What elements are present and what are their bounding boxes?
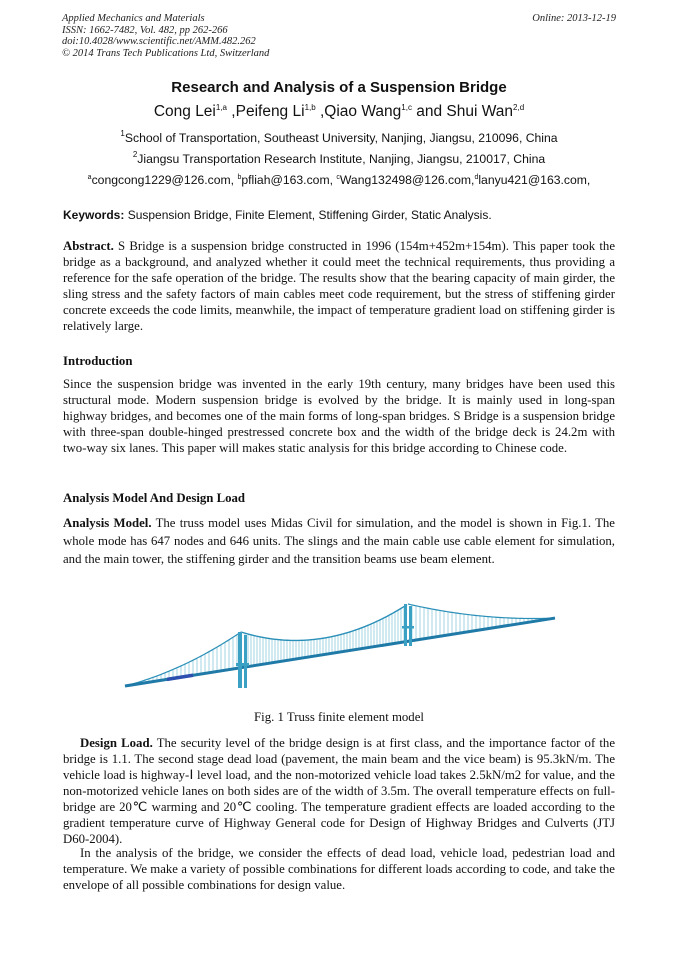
tower-crossbeam	[236, 663, 249, 666]
author-name: Cong Lei	[153, 103, 216, 120]
email-link[interactable]: lanyu421@163.com,	[478, 173, 591, 187]
tower-crossbeam	[402, 626, 414, 629]
design-load-paragraph	[63, 735, 615, 847]
load-combination-text: In the analysis of the bridge, we consider the effects of dead load, vehicle load, pedestrian load and temperature. We make a variety of possible combinations for different loads according to code, and take the envelope of all possible combinations for design value.	[63, 846, 615, 892]
load-combination-paragraph	[63, 845, 615, 893]
main-cable	[241, 605, 407, 641]
doi-line[interactable]: doi:10.4028/www.scientific.net/AMM.482.262	[62, 36, 256, 47]
author-name: ,Peifeng Li	[227, 103, 305, 120]
journal-header	[62, 13, 616, 59]
analysis-model-label: Analysis Model.	[63, 516, 152, 530]
author-list	[0, 103, 678, 121]
tower-leg	[404, 604, 407, 646]
paper-title: Research and Analysis of a Suspension Bridge	[171, 79, 507, 96]
introduction-text: Since the suspension bridge was invented in the early 19th century, many bridges have been used this structural mode. Modern suspension bridge is evolved by the bridge. It is mainly used in long-span highway bridges, and becomes one of the main forms of long-span bridges. S Bridge is a suspension bridge with three-span double-hinged prestressed concrete box and the width of the bridge deck is 24.2m with two-way six lanes. This paper will makes static analysis for this bridge according to Chinese code.	[63, 377, 615, 455]
affiliation-sup: 2	[132, 150, 138, 159]
email-sup: d	[474, 174, 479, 181]
affiliation-1	[0, 131, 678, 145]
author-sup: 1,a	[215, 103, 227, 112]
author-sup: 1,b	[304, 103, 316, 112]
keywords-label: Keywords:	[63, 208, 125, 222]
journal-name: Applied Mechanics and Materials	[62, 13, 205, 24]
left-tower	[236, 632, 249, 688]
affiliation-text: School of Transportation, Southeast University, Nanjing, Jiangsu, 210096, China	[124, 131, 558, 145]
analysis-model-text: The truss model uses Midas Civil for simulation, and the model is shown in Fig.1. The whole mode has 647 nodes and 646 units. The slings and the main cable use cable element for simulation, and the main tower, the stiffening girder and the transition beams use beam element.	[63, 516, 615, 566]
online-date: Online: 2013-12-19	[532, 13, 616, 24]
design-load-text: The security level of the bridge design is at first class, and the importance factor of the bridge is 1.1. The second stage dead load (pavement, the main beam and the vice beam) is 95.3kN/m. The vehicle load is highway-Ⅰ level load, and the non-motorized vehicle load takes 2.5kN/m2 for value, and the non-motorized vehicle lanes on both sides are of the width of 3.5m. The overall temperature effects on full-bridge are 20℃ warming and 20℃ cooling. The temperature gradient effects are loaded according to the gradient temperature curve of Highway General code for Design of Highway Bridges and Culverts (JTJ D60-2004).	[63, 736, 616, 846]
author-sup: 2,d	[513, 103, 525, 112]
email-sup: a	[87, 174, 92, 181]
abstract-label: Abstract.	[63, 239, 114, 253]
figure-caption: Fig. 1 Truss finite element model	[254, 710, 424, 724]
analysis-model-paragraph	[63, 514, 615, 568]
author-name: and Shui Wan	[411, 103, 514, 120]
keywords	[63, 208, 623, 222]
right-side-cable	[408, 604, 554, 619]
affiliation-text: Jiangsu Transportation Research Institute, Nanjing, Jiangsu, 210017, China	[137, 152, 546, 166]
email-sup: c	[336, 174, 340, 181]
deck-end-segment	[167, 675, 193, 679]
keywords-text: Suspension Bridge, Finite Element, Stiffening Girder, Static Analysis.	[127, 208, 492, 222]
author-name: ,Qiao Wang	[315, 103, 402, 120]
email-link[interactable]: pfliah@163.com,	[241, 173, 337, 187]
abstract-text: S Bridge is a suspension bridge constructed in 1996 (154m+452m+154m). This paper took the bridge as a background, and analyzed whether it could meet the technical requirements, thus providing a reference for the safe operation of the bridge. The results show that the bearing capacity of main girder, the sling stress and the safety factors of main cables meet code requirement, but the stress of stiffening girder concrete exceeds the code limits, meanwhile, the impact of temperature gradient load on stiffening girder is relatively large.	[63, 239, 615, 333]
email-link[interactable]: congcong1229@126.com,	[91, 173, 238, 187]
tower-leg	[244, 635, 247, 688]
author-sup: 1,c	[401, 103, 412, 112]
design-load-label: Design Load.	[80, 736, 153, 750]
issn-line: ISSN: 1662-7482, Vol. 482, pp 262-266	[62, 24, 228, 36]
analysis-heading: Analysis Model And Design Load	[63, 491, 246, 505]
email-list	[0, 173, 678, 187]
affiliation-2	[0, 152, 678, 166]
email-link[interactable]: Wang132498@126.com,	[339, 173, 475, 187]
abstract	[63, 238, 615, 334]
affiliation-sup: 1	[120, 129, 125, 138]
email-sup: b	[237, 174, 242, 181]
introduction-heading: Introduction	[63, 354, 133, 368]
copyright-line: © 2014 Trans Tech Publications Ltd, Switzerland	[62, 47, 270, 59]
tower-leg	[238, 632, 242, 688]
truss-model-figure	[115, 588, 561, 700]
